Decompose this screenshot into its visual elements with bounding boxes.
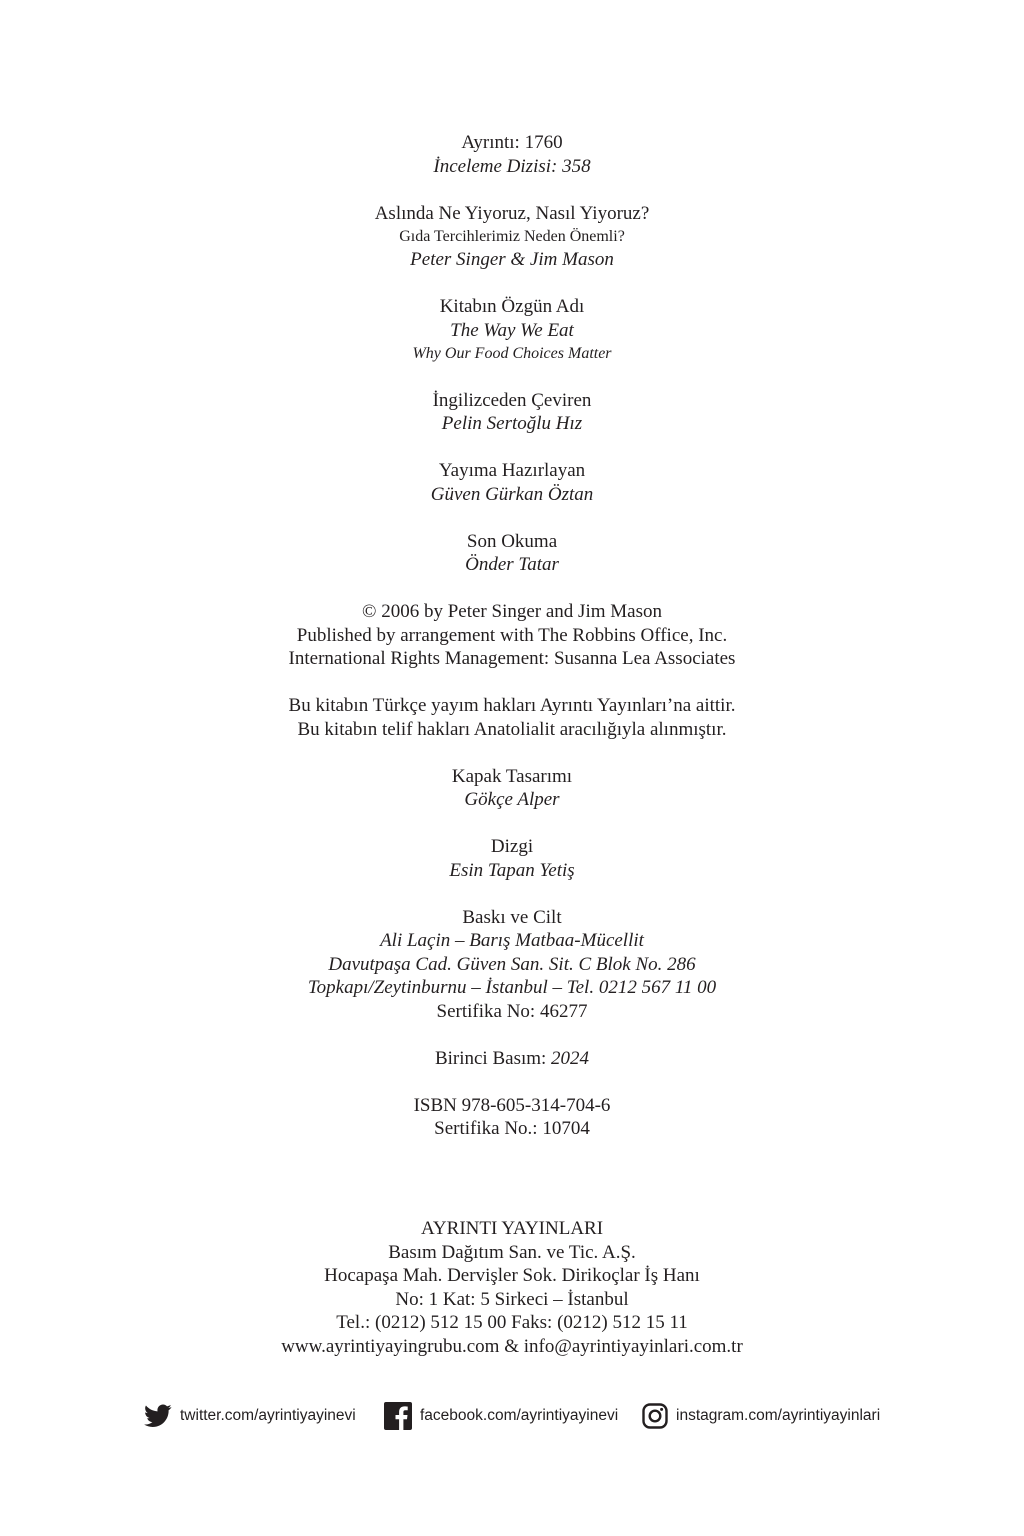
- twitter-link[interactable]: [144, 1396, 356, 1436]
- facebook-link[interactable]: [384, 1396, 618, 1436]
- twitter-icon: [144, 1404, 172, 1428]
- original-title: The Way We Eat: [450, 319, 574, 341]
- copyright-info: [0, 600, 1024, 671]
- printing-label: Baskı ve Cilt: [462, 906, 562, 928]
- publisher-web[interactable]: www.ayrintiyayingrubu.com & info@ayrintiyayinlari.com.tr: [281, 1335, 743, 1357]
- original-subtitle: Why Our Food Choices Matter: [412, 345, 612, 362]
- typesetting-label: Dizgi: [490, 836, 534, 857]
- publisher-phone: Tel.: (0212) 512 15 00 Faks: (0212) 512 15 11: [336, 1312, 688, 1333]
- book-info: [0, 202, 1024, 272]
- publisher-company: Basım Dağıtım San. ve Tic. A.Ş.: [388, 1241, 636, 1263]
- translator-label: İngilizceden Çeviren: [432, 389, 592, 411]
- original-label: Kitabın Özgün Adı: [439, 296, 585, 317]
- proofreader-label: Son Okuma: [466, 530, 558, 552]
- book-title: Aslında Ne Yiyoruz, Nasıl Yiyoruz?: [374, 202, 650, 224]
- series-info: [0, 131, 1024, 178]
- translator-name: Pelin Sertoğlu Hız: [441, 413, 583, 434]
- book-subtitle: Gıda Tercihlerimiz Neden Önemli?: [399, 228, 625, 245]
- isbn-line: ISBN 978-605-314-704-6: [413, 1094, 611, 1116]
- edition-info: [0, 1047, 1024, 1071]
- editor-name: Güven Gürkan Öztan: [430, 483, 594, 505]
- copyright-line-1: © 2006 by Peter Singer and Jim Mason: [362, 601, 662, 622]
- facebook-icon: [384, 1402, 412, 1430]
- proofreader-info: [0, 530, 1024, 577]
- original-title-info: [0, 295, 1024, 365]
- instagram-link[interactable]: [642, 1396, 880, 1436]
- proofreader-name: Önder Tatar: [465, 554, 559, 575]
- facebook-handle: facebook.com/ayrintiyayinevi: [420, 1407, 619, 1424]
- copyright-line-3: International Rights Management: Susanna Lea Associates: [288, 648, 736, 669]
- translator-info: [0, 389, 1024, 436]
- twitter-handle: twitter.com/ayrintiyayinevi: [180, 1407, 356, 1424]
- typesetting-info: [0, 835, 1024, 882]
- instagram-icon: [642, 1403, 668, 1429]
- publisher-block: [0, 1217, 1024, 1358]
- printing-line-1: Ali Laçin – Barış Matbaa-Mücellit: [380, 930, 644, 951]
- cover-label: Kapak Tasarımı: [451, 765, 573, 787]
- book-authors: Peter Singer & Jim Mason: [410, 249, 614, 270]
- rights-line-1: Bu kitabın Türkçe yayım hakları Ayrıntı Yayınları’na aittir.: [288, 695, 736, 716]
- editor-label: Yayıma Hazırlayan: [438, 460, 586, 481]
- rights-line-2: Bu kitabın telif hakları Anatolialit aracılığıyla alınmıştır.: [297, 718, 727, 740]
- publisher-address-1: Hocapaşa Mah. Dervişler Sok. Dirikoçlar İş Hanı: [324, 1265, 700, 1286]
- editor-info: [0, 459, 1024, 506]
- imprint-block: [0, 131, 1024, 1164]
- printing-line-2: Davutpaşa Cad. Güven San. Sit. C Blok No. 286: [328, 953, 696, 975]
- edition-label: Birinci Basım:: [434, 1047, 552, 1069]
- instagram-handle: instagram.com/ayrintiyayinlari: [676, 1407, 881, 1424]
- series-sub: İnceleme Dizisi: 358: [433, 155, 591, 177]
- cover-name: Gökçe Alper: [464, 789, 560, 810]
- printing-line-3: Topkapı/Zeytinburnu – İstanbul – Tel. 0212 567 11 00: [307, 977, 717, 998]
- copyright-line-2: Published by arrangement with The Robbins Office, Inc.: [296, 624, 728, 646]
- rights-info: [0, 694, 1024, 741]
- cover-design-info: [0, 765, 1024, 812]
- edition-line: [0, 1047, 1024, 1071]
- edition-year: 2024: [551, 1047, 590, 1069]
- printing-certificate: Sertifika No: 46277: [436, 1000, 588, 1022]
- typesetting-name: Esin Tapan Yetiş: [449, 859, 575, 881]
- isbn-certificate: Sertifika No.: 10704: [434, 1118, 590, 1139]
- publisher-name: AYRINTI YAYINLARI: [420, 1218, 604, 1239]
- isbn-info: [0, 1094, 1024, 1141]
- publisher-address-2: No: 1 Kat: 5 Sirkeci – İstanbul: [395, 1288, 629, 1310]
- series-number: Ayrıntı: 1760: [461, 132, 563, 153]
- printing-info: [0, 906, 1024, 1024]
